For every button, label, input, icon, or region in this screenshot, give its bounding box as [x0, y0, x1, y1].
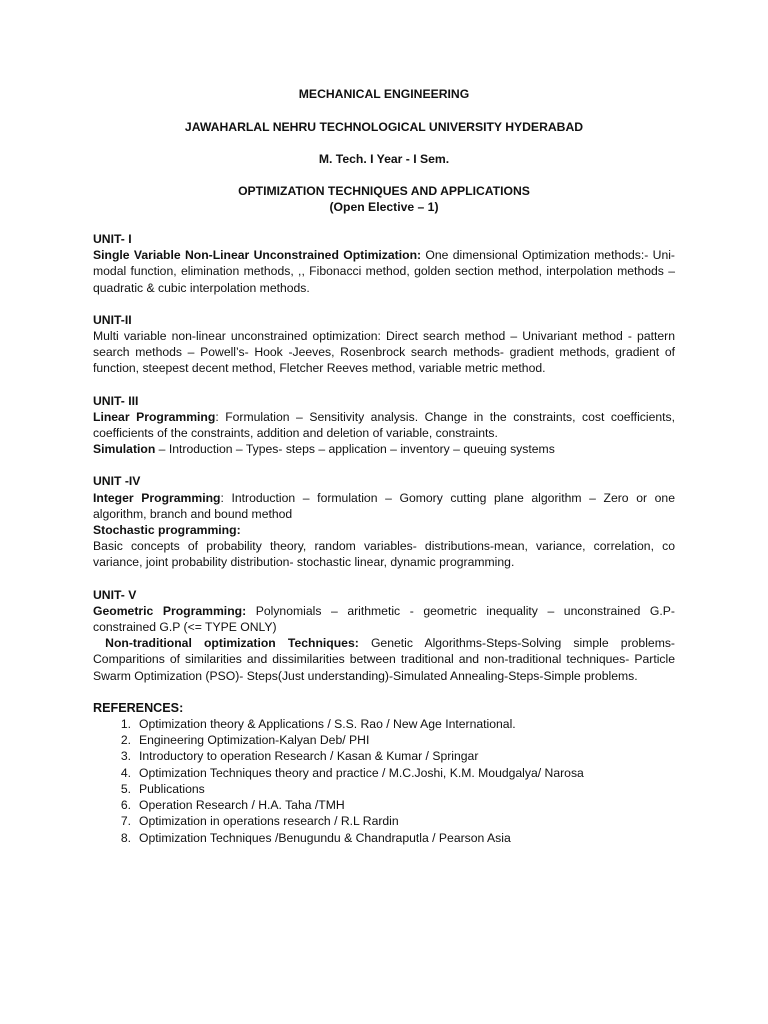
topic-heading: Geometric Programming: [93, 603, 247, 618]
unit-1 [93, 231, 675, 296]
reference-number: 5. [120, 781, 131, 796]
reference-text: Operation Research / H.A. Taha /TMH [139, 798, 345, 813]
topic-text: One dimensional Optimization methods:- Uni-modal function, elimination methods, ,, Fibonacci method, golden section method, interpolation methods – quadratic & cubic interpolation methods. [93, 248, 675, 295]
reference-text: Optimization theory & Applications / S.S. Rao / New Age International. [139, 717, 516, 732]
reference-item [93, 732, 675, 748]
references-list [93, 716, 675, 846]
unit-5 [93, 587, 679, 684]
reference-text: Publications [139, 781, 205, 796]
reference-item [93, 813, 675, 829]
topic-heading: Integer Programming [93, 490, 221, 505]
reference-item [93, 781, 675, 797]
reference-number: 7. [120, 814, 131, 829]
university-heading: JAWAHARLAL NEHRU TECHNOLOGICAL UNIVERSITY HYDERABAD [184, 120, 584, 134]
unit-paragraph [93, 538, 675, 570]
reference-item [93, 797, 675, 813]
reference-text: Engineering Optimization-Kalyan Deb/ PHI [139, 733, 370, 748]
topic-text: Genetic Algorithms-Steps-Solving simple problems- Comparitions of similarities and dissimilarities between traditional and non-traditional techniques- Particle Swarm Optimization (PSO)- Steps(Just understanding)-Simulated Annealing-Steps-Simple problems. [93, 636, 679, 683]
reference-number: 1. [120, 717, 131, 732]
topic-heading: Stochastic programming: [93, 523, 241, 538]
department-heading: MECHANICAL ENGINEERING [298, 87, 470, 101]
topic-text: : Introduction – formulation – Gomory cutting plane algorithm – Zero or one algorithm, branch and bound method [93, 490, 675, 521]
course-title: OPTIMIZATION TECHNIQUES AND APPLICATIONS [238, 184, 530, 198]
topic-text: Basic concepts of probability theory, random variables- distributions-mean, variance, correlation, co variance, joint probability distribution- stochastic linear, dynamic programming. [93, 539, 675, 570]
elective-subtitle: (Open Elective – 1) [329, 200, 439, 214]
topic-text: – Introduction – Types- steps – application – inventory – queuing systems [155, 442, 555, 457]
reference-number: 4. [120, 765, 131, 780]
topic-heading: Simulation [93, 442, 156, 457]
reference-number: 8. [120, 830, 131, 845]
unit-3 [93, 393, 675, 458]
reference-number: 6. [120, 798, 131, 813]
program-heading: M. Tech. I Year - I Sem. [318, 152, 450, 166]
topic-text: : Formulation – Sensitivity analysis. Change in the constraints, cost coefficients, coefficients of the constraints, addition and deletion of variable, constraints. [93, 409, 675, 441]
reference-text: Optimization in operations research / R.L Rardin [139, 814, 399, 829]
unit-paragraph [93, 247, 675, 296]
reference-number: 2. [120, 733, 131, 748]
unit-paragraph [93, 635, 679, 684]
topic-heading: Non-traditional optimization Techniques: [93, 636, 359, 651]
unit-title: UNIT- I [93, 232, 132, 246]
topic-text: Multi variable non-linear unconstrained optimization: Direct search method – Univariant method - pattern search methods – Powell’s- Hook -Jeeves, Rosenbrock search methods- gradient methods, gradient of function, steepest decent method, Fletcher Reeves method, variable metric method. [93, 329, 675, 376]
topic-text: Polynomials – arithmetic - geometric inequality – unconstrained G.P- constrained G.P (<= TYPE ONLY) [93, 603, 675, 635]
unit-title: UNIT- III [93, 393, 139, 408]
unit-paragraph [93, 522, 675, 538]
unit-2 [93, 312, 675, 377]
reference-text: Optimization Techniques theory and practice / M.C.Joshi, K.M. Moudgalya/ Narosa [139, 765, 584, 780]
topic-heading: Single Variable Non-Linear Unconstrained Optimization: [93, 248, 422, 263]
unit-title: UNIT-II [93, 312, 132, 327]
reference-text: Optimization Techniques /Benugundu & Chandraputla / Pearson Asia [139, 830, 511, 845]
unit-paragraph [93, 441, 675, 457]
syllabus-body [93, 231, 679, 846]
topic-heading: Linear Programming [93, 409, 216, 424]
reference-number: 3. [120, 749, 131, 764]
unit-paragraph [93, 409, 675, 441]
reference-item [93, 765, 675, 781]
unit-4 [93, 473, 675, 570]
references-heading: REFERENCES: [93, 700, 184, 715]
unit-title: UNIT -IV [93, 474, 141, 489]
unit-paragraph [93, 328, 675, 377]
references-section [93, 700, 675, 846]
unit-paragraph [93, 603, 675, 635]
reference-item [93, 830, 675, 846]
reference-text: Introductory to operation Research / Kasan & Kumar / Springar [139, 749, 479, 764]
reference-item [93, 716, 675, 732]
reference-item [93, 748, 675, 764]
unit-paragraph [93, 490, 675, 522]
unit-title: UNIT- V [93, 587, 137, 602]
